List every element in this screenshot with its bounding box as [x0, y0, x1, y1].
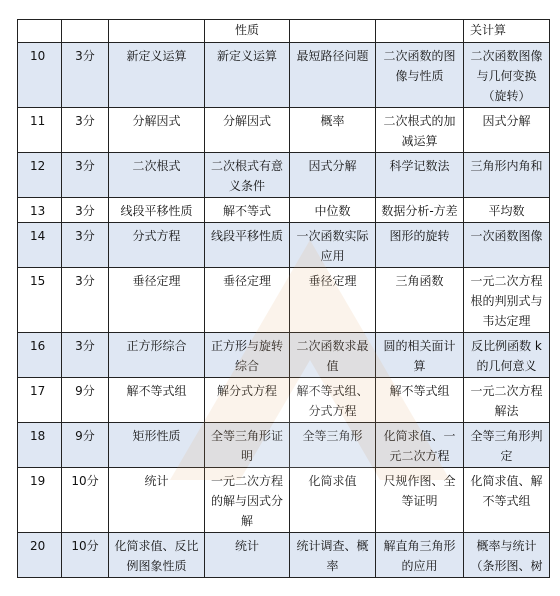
table-row — [18, 533, 550, 578]
score-cell: 3分 — [62, 268, 109, 333]
question-number-cell: 12 — [18, 153, 62, 198]
topic-cell: 最短路径问题 — [290, 43, 376, 108]
header-cell — [376, 20, 464, 43]
score-cell: 3分 — [62, 153, 109, 198]
topic-cell: 因式分解 — [464, 108, 550, 153]
score-cell: 9分 — [62, 378, 109, 423]
question-number-cell: 16 — [18, 333, 62, 378]
topic-cell: 三角函数 — [376, 268, 464, 333]
score-cell: 3分 — [62, 223, 109, 268]
topic-cell: 中位数 — [290, 198, 376, 223]
topic-cell: 线段平移性质 — [109, 198, 205, 223]
table-row — [18, 268, 550, 333]
topic-cell: 新定义运算 — [109, 43, 205, 108]
topic-cell: 反比例函数 k 的几何意义 — [464, 333, 550, 378]
topic-cell: 二次根式的加减运算 — [376, 108, 464, 153]
question-number-cell: 14 — [18, 223, 62, 268]
question-number-cell: 10 — [18, 43, 62, 108]
topic-cell: 一次函数实际应用 — [290, 223, 376, 268]
question-number-cell: 13 — [18, 198, 62, 223]
topic-cell: 一元二次方程根的判别式与韦达定理 — [464, 268, 550, 333]
topic-cell: 全等三角形 — [290, 423, 376, 468]
score-cell: 10分 — [62, 468, 109, 533]
topic-cell: 概率 — [290, 108, 376, 153]
topic-cell: 化简求值、反比例图象性质 — [109, 533, 205, 578]
topic-cell: 圆的相关面计算 — [376, 333, 464, 378]
topic-cell: 二次函数的图像与性质 — [376, 43, 464, 108]
score-cell: 3分 — [62, 333, 109, 378]
question-number-cell: 15 — [18, 268, 62, 333]
exam-topic-table — [17, 19, 550, 578]
topic-cell: 化简求值、一元二次方程 — [376, 423, 464, 468]
table-row — [18, 378, 550, 423]
topic-cell: 垂径定理 — [290, 268, 376, 333]
score-cell: 9分 — [62, 423, 109, 468]
score-cell: 3分 — [62, 108, 109, 153]
topic-cell: 分解因式 — [109, 108, 205, 153]
topic-cell: 矩形性质 — [109, 423, 205, 468]
question-number-cell: 11 — [18, 108, 62, 153]
topic-cell: 解不等式组、分式方程 — [290, 378, 376, 423]
table-row — [18, 108, 550, 153]
topic-cell: 一次函数图像 — [464, 223, 550, 268]
topic-cell: 化简求值 — [290, 468, 376, 533]
topic-cell: 正方形与旋转综合 — [205, 333, 290, 378]
topic-cell: 全等三角形证明 — [205, 423, 290, 468]
score-cell: 10分 — [62, 533, 109, 578]
topic-cell: 解不等式组 — [109, 378, 205, 423]
header-cell — [290, 20, 376, 43]
table-row — [18, 333, 550, 378]
score-cell: 3分 — [62, 43, 109, 108]
question-number-cell: 17 — [18, 378, 62, 423]
topic-cell: 二次根式有意义条件 — [205, 153, 290, 198]
topic-cell: 二次函数图像与几何变换（旋转） — [464, 43, 550, 108]
topic-cell: 平均数 — [464, 198, 550, 223]
header-cell: 性质 — [205, 20, 290, 43]
topic-cell: 化简求值、解不等式组 — [464, 468, 550, 533]
topic-cell: 概率与统计（条形图、树 — [464, 533, 550, 578]
topic-cell: 图形的旋转 — [376, 223, 464, 268]
topic-cell: 解分式方程 — [205, 378, 290, 423]
topic-cell: 统计 — [109, 468, 205, 533]
topic-cell: 全等三角形判定 — [464, 423, 550, 468]
topic-cell: 正方形综合 — [109, 333, 205, 378]
topic-cell: 垂径定理 — [109, 268, 205, 333]
question-number-cell: 18 — [18, 423, 62, 468]
table-row — [18, 43, 550, 108]
topic-cell: 垂径定理 — [205, 268, 290, 333]
table-row — [18, 198, 550, 223]
score-cell: 3分 — [62, 198, 109, 223]
header-cell — [109, 20, 205, 43]
table-row — [18, 223, 550, 268]
topic-cell: 解不等式 — [205, 198, 290, 223]
table-row — [18, 468, 550, 533]
header-cell — [62, 20, 109, 43]
topic-cell: 新定义运算 — [205, 43, 290, 108]
topic-cell: 一元二次方程的解与因式分解 — [205, 468, 290, 533]
table-row — [18, 423, 550, 468]
topic-cell: 线段平移性质 — [205, 223, 290, 268]
topic-cell: 统计 — [205, 533, 290, 578]
topic-cell: 统计调查、概率 — [290, 533, 376, 578]
topic-cell: 分解因式 — [205, 108, 290, 153]
topic-cell: 尺规作图、全等证明 — [376, 468, 464, 533]
topic-cell: 数据分析-方差 — [376, 198, 464, 223]
question-number-cell: 19 — [18, 468, 62, 533]
topic-cell: 因式分解 — [290, 153, 376, 198]
table-body — [18, 20, 550, 578]
header-cell — [18, 20, 62, 43]
topic-cell: 解不等式组 — [376, 378, 464, 423]
question-number-cell: 20 — [18, 533, 62, 578]
topic-cell: 科学记数法 — [376, 153, 464, 198]
topic-cell: 三角形内角和 — [464, 153, 550, 198]
topic-cell: 二次根式 — [109, 153, 205, 198]
header-row — [18, 20, 550, 43]
topic-cell: 一元二次方程解法 — [464, 378, 550, 423]
table-row — [18, 153, 550, 198]
topic-cell: 二次函数求最值 — [290, 333, 376, 378]
exam-topic-table-wrapper — [17, 19, 550, 578]
topic-cell: 解直角三角形的应用 — [376, 533, 464, 578]
header-cell: 关计算 — [464, 20, 550, 43]
topic-cell: 分式方程 — [109, 223, 205, 268]
